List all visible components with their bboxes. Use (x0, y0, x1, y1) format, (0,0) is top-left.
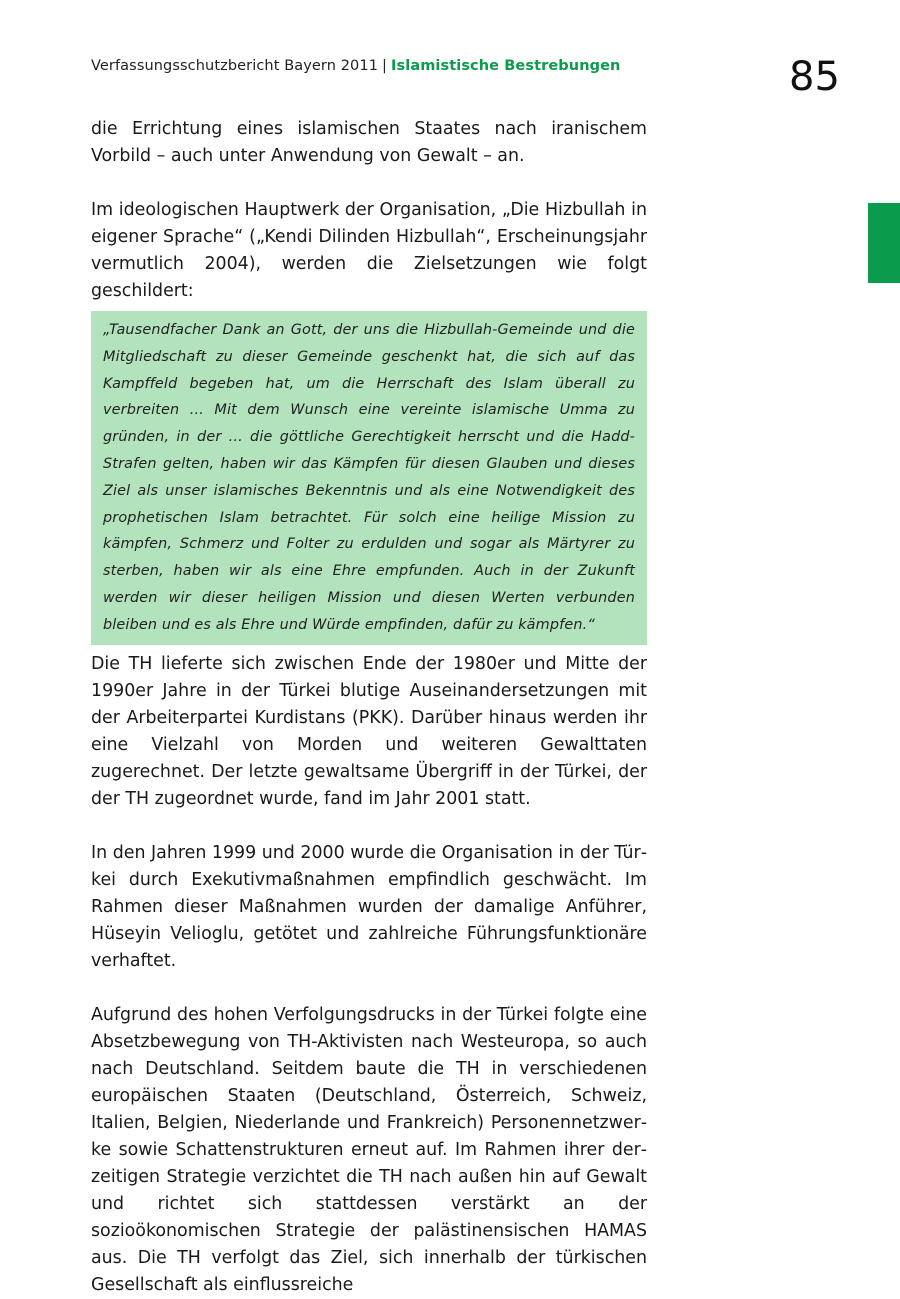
page-number: 85 (789, 54, 840, 100)
paragraph-3: Die TH lieferte sich zwischen Ende der 1980er und Mitte der 1990er Jahre in der Türkei blutige Auseinandersetzungen mit der Arbeiterpartei Kurdistans (PKK). Darüber hinaus werden ihr eine Vielzahl von Morden und weiteren Gewalttaten zugerechnet. Der letzte gewaltsame Übergriff in der Türkei, der der TH zugeordnet wurde, fand im Jahr 2001 statt. (91, 653, 647, 809)
running-header (91, 58, 620, 74)
report-title: Verfassungsschutzbericht Bayern 2011 (91, 58, 379, 74)
section-title: Islamistische Bestrebungen (391, 58, 621, 74)
paragraph-1: die Errichtung eines islamischen Staates nach iranischem Vorbild – auch unter Anwendung von Gewalt – an. (91, 119, 647, 166)
paragraph-2: Im ideologischen Hauptwerk der Organisation, „Die Hizbullah in eigener Sprache“ („Kendi Dilinden Hizbullah“, Erscheinungsjahr vermutlich 2004), werden die Zielsetzungen wie folgt geschildert: (91, 200, 647, 301)
quote-text: „Tausendfacher Dank an Gott, der uns die Hizbullah-Gemeinde und die Mitgliedschaft zu dieser Gemeinde geschenkt hat, die sich auf das Kampffeld begeben hat, um die Herrschaft des Islam überall zu verbreiten ... Mit dem Wunsch eine vereinte islamische Umma zu gründen, in der ... die göttliche Gerechtigkeit herrscht und die Hadd-Strafen gelten, haben wir das Kämpfen für diesen Glauben und dieses Ziel als unser islamisches Bekenntnis und als eine Notwendigkeit des prophetischen Islam betrachtet. Für solch eine heilige Mission zu kämpfen, Schmerz und Folter zu erdulden und sogar als Märtyrer zu sterben, haben wir als eine Ehre empfunden. Auch in der Zukunft werden wir dieser heiligen Mission und diesen Werten verbunden bleiben und es als Ehre und Würde empfinden, dafür zu kämpfen.“ (103, 322, 635, 633)
quote-box (91, 311, 647, 645)
paragraph-4: In den Jahren 1999 und 2000 wurde die Organisation in der Türkei durch Exekutivmaßnahmen empfindlich geschwächt. Im Rahmen dieser Maßnahmen wurden der damalige Anführer, Hüseyin Velioglu, getötet und zahlreiche Führungsfunktionäre verhaftet. (91, 842, 647, 971)
header-separator: | (382, 58, 388, 74)
paragraph-5: Aufgrund des hohen Verfolgungsdrucks in der Türkei folgte eine Absetzbewegung von TH-Aktivisten nach Westeuropa, so auch nach Deutschland. Seitdem baute die TH in verschiedenen europäischen Staaten (Deutschland, Österreich, Schweiz, Italien, Belgien, Niederlande und Frankreich) Personennetzwerke sowie Schattenstrukturen erneut auf. Im Rahmen ihrer derzeitigen Strategie verzichtet die TH nach außen hin auf Gewalt und richtet sich stattdessen verstärkt an der sozioökonomischen Strategie der palästinensischen HAMAS aus. Die TH verfolgt das Ziel, sich innerhalb der türkischen Gesellschaft als einflussreiche (91, 1004, 647, 1295)
page-body (91, 116, 647, 1299)
chapter-tab-marker (868, 203, 900, 283)
